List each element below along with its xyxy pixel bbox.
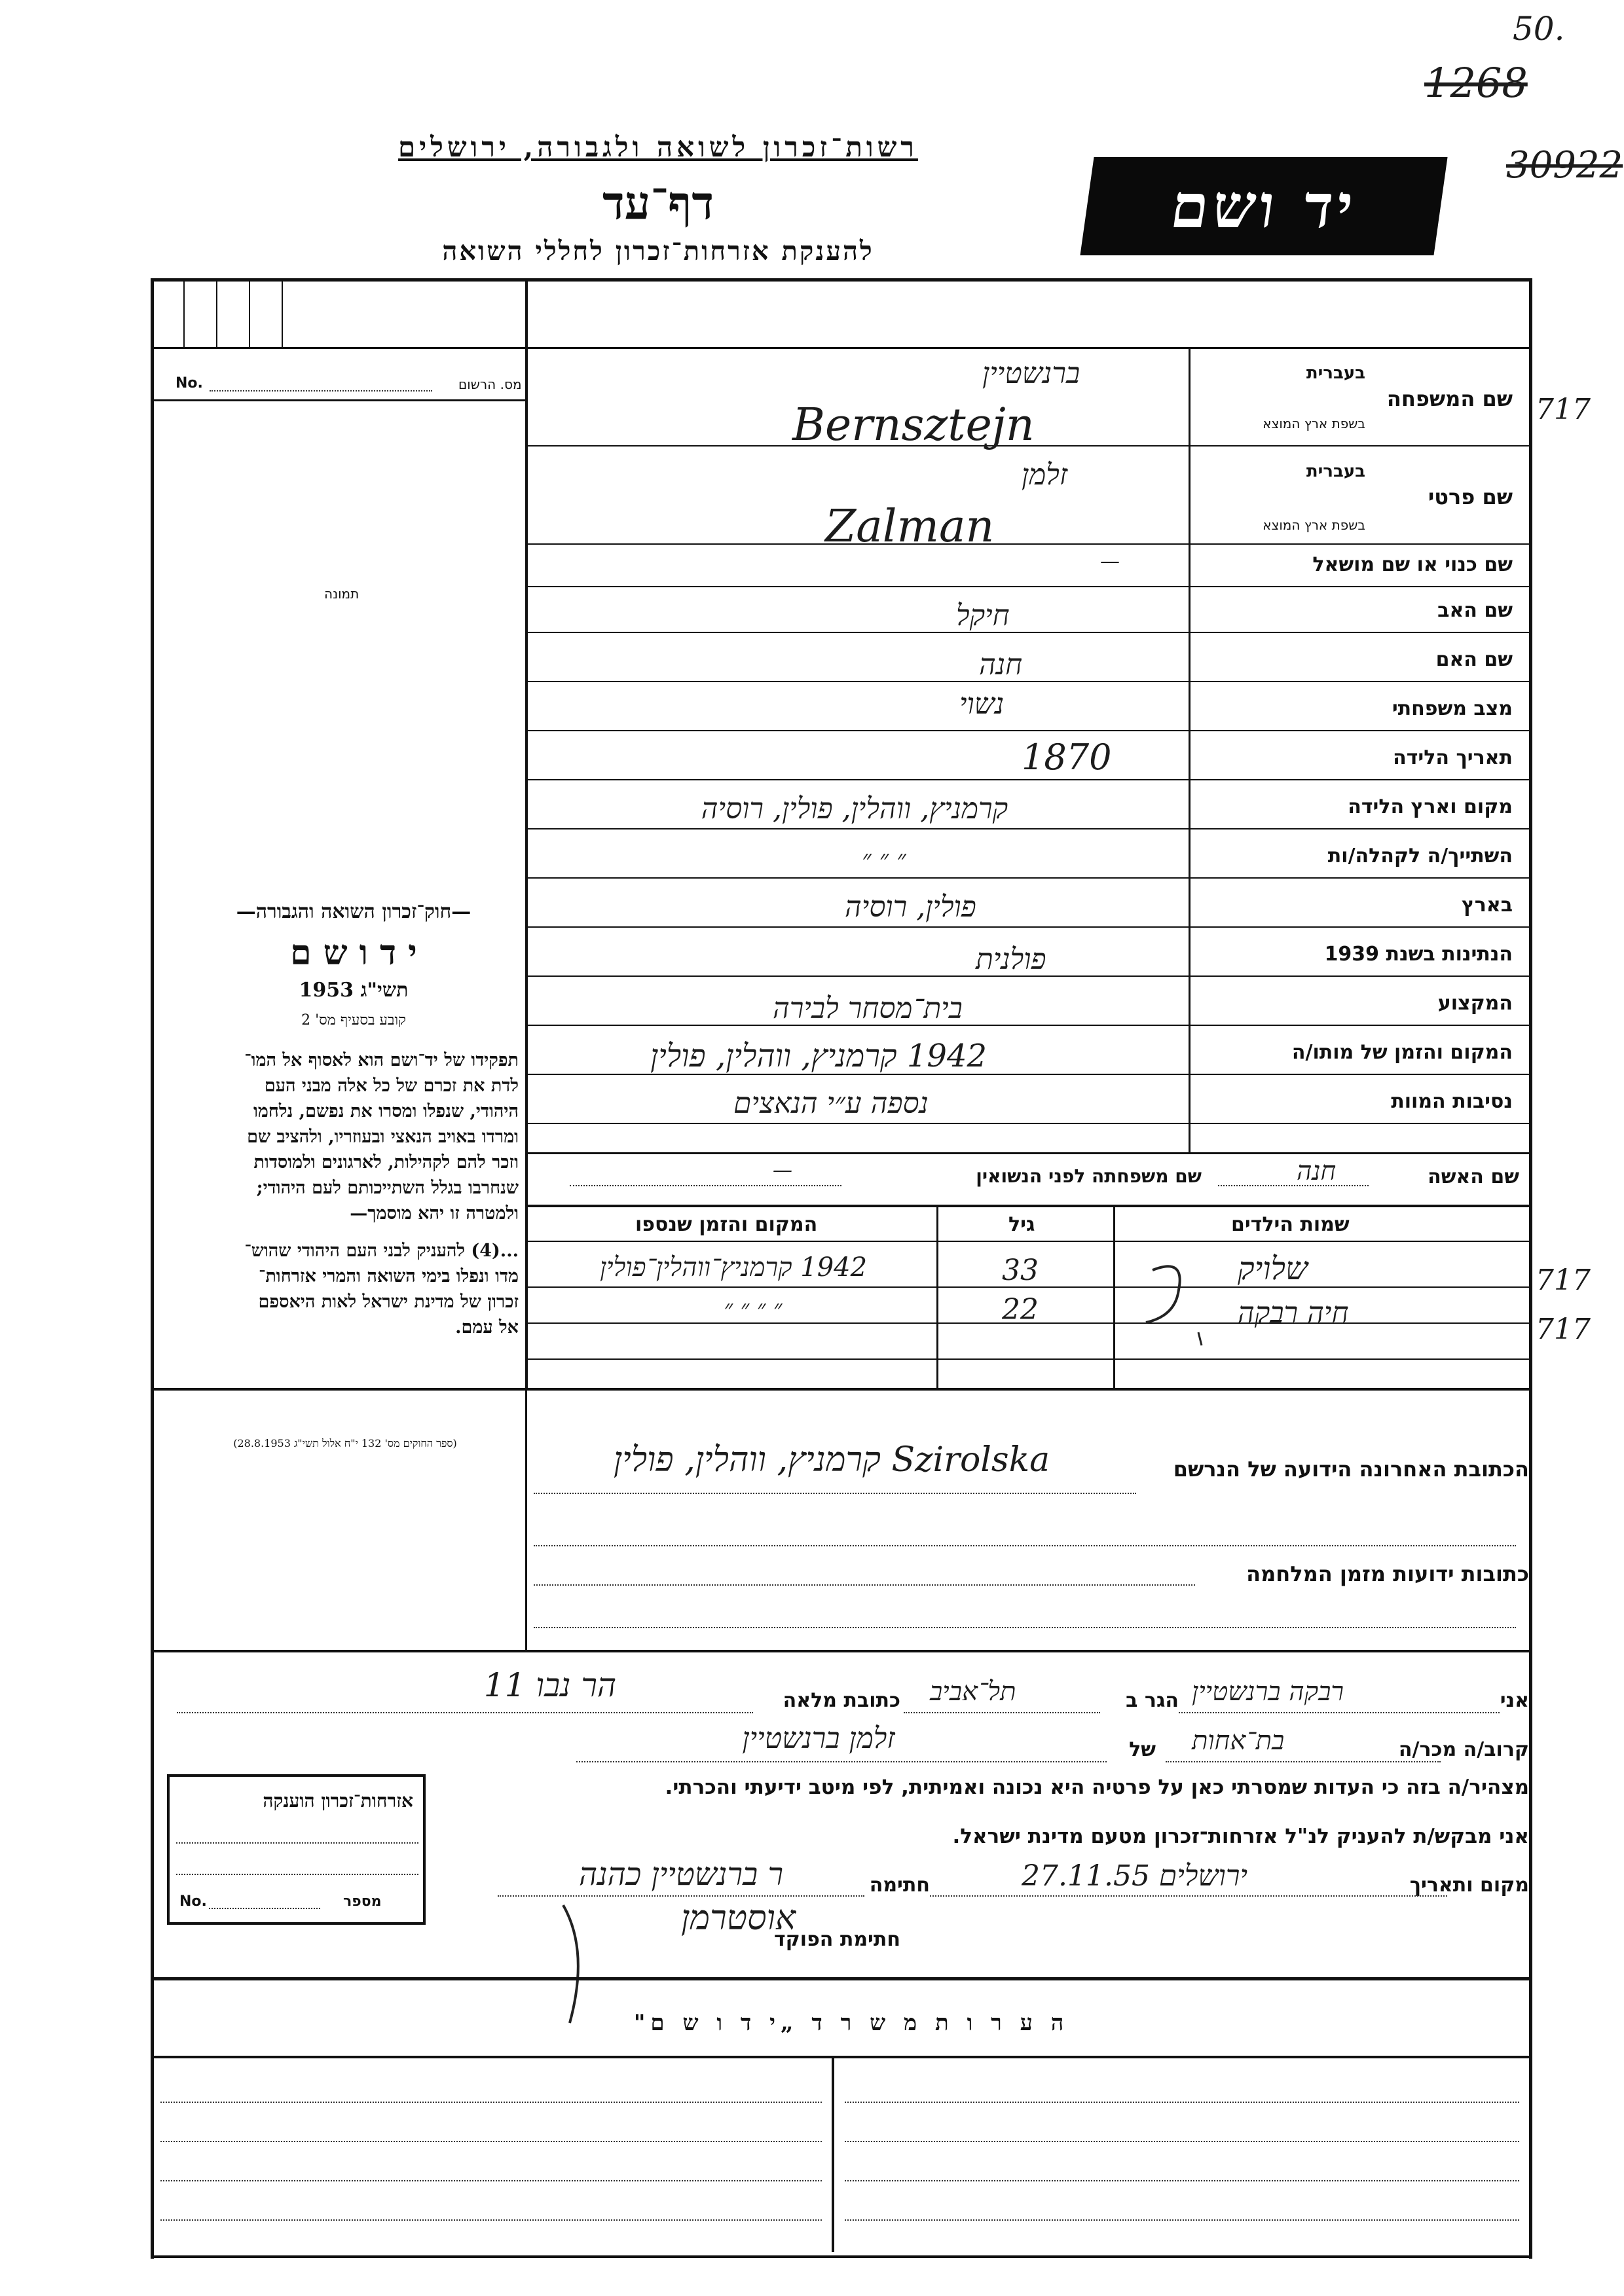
place-date-value: ירושלים 27.11.55 [1022, 1859, 1248, 1893]
page-title: דף־עד [602, 175, 714, 230]
margin-mark: 717 [1536, 1313, 1591, 1346]
logo-text: יד ושם [1166, 171, 1361, 242]
law-title: —חוק־זכרון השואה והגבורה— [236, 900, 471, 923]
page-subtitle: להענקת אזרחות־זכרון לחללי השואה [442, 236, 874, 266]
signature-label: חתימה [869, 1874, 930, 1897]
of-label: של [1129, 1738, 1156, 1761]
child-age: 22 [1002, 1293, 1039, 1326]
father-label: שם האב [1437, 599, 1513, 622]
authority-line: רשות־זכרון לשואה ולגבורה, ירושלים [398, 131, 918, 163]
yad-vashem-logo [1080, 157, 1447, 255]
children-place-header: המקום והזמן שנספו [635, 1213, 818, 1236]
community-value: ״ ״ ״ [862, 845, 906, 873]
profession-label: המקצוע [1437, 992, 1513, 1015]
birthdate-value: 1870 [1022, 737, 1112, 778]
death-place-value: 1942 קרמניץ, ווהלין, פולין [650, 1038, 987, 1074]
full-address-label: כתובת מלאה [783, 1689, 900, 1712]
citizenship-box-no-label: מספר [343, 1893, 382, 1910]
of-value: זלמן ברנשטיין [742, 1722, 895, 1755]
citizenship-granted-box [167, 1774, 426, 1925]
mother-label: שם האם [1435, 648, 1513, 671]
citizenship-label: הנתינות בשנת 1939 [1324, 943, 1513, 966]
residing-city: תל־אביב [930, 1677, 1016, 1707]
last-address-value: Szirolska קרמניץ, ווהלין, פולין [613, 1440, 1050, 1480]
child-place: ״ ״ ״ ״ [724, 1296, 783, 1322]
struck-number-2: 30922 [1506, 144, 1623, 187]
death-cause-value: נספה ע״י הנאצים [733, 1087, 929, 1120]
children-names-header: שמות הילדים [1231, 1213, 1350, 1236]
firstname-origin-label: בשפת ארץ המוצא [1263, 517, 1365, 533]
struck-number: 1268 [1424, 59, 1528, 107]
residing-label: הגר ב [1126, 1689, 1179, 1712]
firstname-origin-value: Zalman [825, 501, 995, 553]
declarant-label: אני [1500, 1689, 1529, 1712]
handwritten-bracket [1139, 1257, 1218, 1349]
wife-label: שם האשה [1428, 1165, 1519, 1188]
law-line: היהודי, שנפלו ומסרו את נפשם, נלחמו [253, 1101, 519, 1121]
officer-signature: אוסטרמן [681, 1899, 796, 1938]
maiden-value: — [773, 1159, 792, 1182]
surname-origin-label: בשפת ארץ המוצא [1263, 416, 1365, 431]
declarant-name: רבקה ברנשטיין [1192, 1677, 1344, 1707]
law-reference: (ספר החוקים מס' 132 י"ח אלול תשי"ג 28.8.1953) [233, 1437, 457, 1449]
birthdate-label: תאריך הלידה [1393, 746, 1513, 769]
maiden-label: שם משפחתה לפני הנשואין [976, 1165, 1202, 1187]
child-age: 33 [1002, 1254, 1039, 1287]
law-line: וזכר להם לקהילות, לארגונים ולמוסדות [253, 1152, 519, 1173]
place-date-label: מקום ותאריך [1409, 1874, 1529, 1897]
corner-number: 50. [1513, 10, 1565, 48]
law-text [172, 1048, 519, 1340]
firstname-hebrew-label: בעברית [1306, 462, 1365, 481]
registration-no: No. [175, 375, 203, 392]
law-line: מדו ונפלו בימי השואה והמרי אזרחות־ [258, 1266, 519, 1286]
firstname-hebrew-value: זלמן [1022, 458, 1068, 492]
law-line: ...(4) להעניק לבני העם היהודי שהוש־ [244, 1241, 519, 1261]
law-line: זכרון של מדינת ישראל לאות היאספם [258, 1292, 519, 1312]
citizenship-value: פולנית [976, 943, 1046, 976]
children-age-header: גיל [1008, 1213, 1035, 1236]
margin-mark: 717 [1536, 393, 1591, 426]
birthplace-value: קרמניץ, ווהלין, פולין, רוסיה [701, 792, 1008, 826]
death-place-label: המקום והזמן של מותו/ה [1291, 1041, 1513, 1064]
marital-label: מצב משפחתי [1392, 697, 1513, 720]
law-line: אל עמם. [455, 1317, 519, 1338]
signature-value: ר ברנשטיין כהנה [578, 1856, 784, 1893]
margin-mark: 717 [1536, 1264, 1591, 1297]
law-line: שנחרבו בגלל השתייכותם לעם היהודי; [256, 1178, 519, 1198]
registration-label: מס. הרשום [458, 376, 522, 392]
father-value: חיקל [956, 599, 1010, 632]
surname-hebrew-value: ברנשטיין [982, 357, 1080, 390]
law-clause: קובע בסעיף מס' 2 [301, 1012, 406, 1029]
full-address-value: הר נבו 11 [483, 1666, 617, 1704]
wife-value: חנה [1297, 1156, 1337, 1186]
declaration-line-2: אני מבקש/ת להעניק לנ"ל אזרחות־זכרון מטעם מדינת ישראל. [952, 1825, 1529, 1848]
marital-value: נשוי [959, 687, 1005, 721]
law-line: תפקידו של יד־ושם הוא לאסוף אל המו־ [244, 1050, 519, 1070]
relation-value: בת־אחות [1192, 1726, 1285, 1756]
firstname-label: שם פרטי [1428, 484, 1513, 509]
child-place: 1942 קרמניץ־ווהלין־פולין [599, 1252, 868, 1283]
citizenship-box-no: No. [179, 1893, 207, 1910]
death-cause-label: נסיבות המוות [1391, 1090, 1513, 1113]
birthplace-label: מקום וארץ הלידה [1348, 795, 1513, 818]
law-line: ולמטרה זו יהא מוסמך— [350, 1203, 519, 1224]
nickname-value: — [1100, 550, 1120, 573]
surname-label: שם המשפחה [1386, 386, 1513, 411]
photo-label: תמונה [324, 586, 360, 602]
remarks-title: ה ע ר ו ת מ ש ר ד „י ד ו ש ם" [633, 2010, 1069, 2036]
community-label: השתייך/ה לקהלה/ות [1327, 845, 1513, 867]
law-line: ומרדו באויב הנאצי ובעוזריו, ולהציב שם [247, 1127, 519, 1147]
last-address-label: הכתובת האחרונה הידועה של הנרשם [1173, 1457, 1529, 1482]
country-value: פולין, רוסיה [845, 890, 976, 924]
citizenship-box-title: אזרחות־זכרון הוענקה [263, 1790, 413, 1812]
war-address-label: כתובות ידועות מזמן המלחמה [1246, 1561, 1529, 1586]
mother-value: חנה [979, 648, 1023, 682]
profession-value: בית־מסחר לבירה [773, 992, 963, 1025]
surname-hebrew-label: בעברית [1306, 363, 1365, 383]
declaration-line-1: מצהיר/ה בזה כי העדות שמסרתי כאן על פרטיה היא נכונה ואמיתית, לפי מיטב ידיעתי והכרתי. [665, 1776, 1529, 1799]
officer-signature-label: חתימת הפוקד [774, 1928, 900, 1951]
law-name: י ד ו ש ם [290, 933, 417, 973]
nickname-label: שם כנוי או שם מושאל [1312, 553, 1513, 576]
law-line: לדת את זכרם של כל אלה מבני העם [264, 1076, 519, 1096]
child-name: חיה רבקה [1238, 1296, 1349, 1330]
surname-origin-value: Bernsztejn [792, 399, 1035, 451]
law-year: תשי"ג 1953 [299, 979, 409, 1002]
child-name: שלויק [1238, 1250, 1308, 1287]
country-label: בארץ [1461, 894, 1513, 917]
relative-label: קרוב/ה מכר/ה [1398, 1738, 1529, 1761]
